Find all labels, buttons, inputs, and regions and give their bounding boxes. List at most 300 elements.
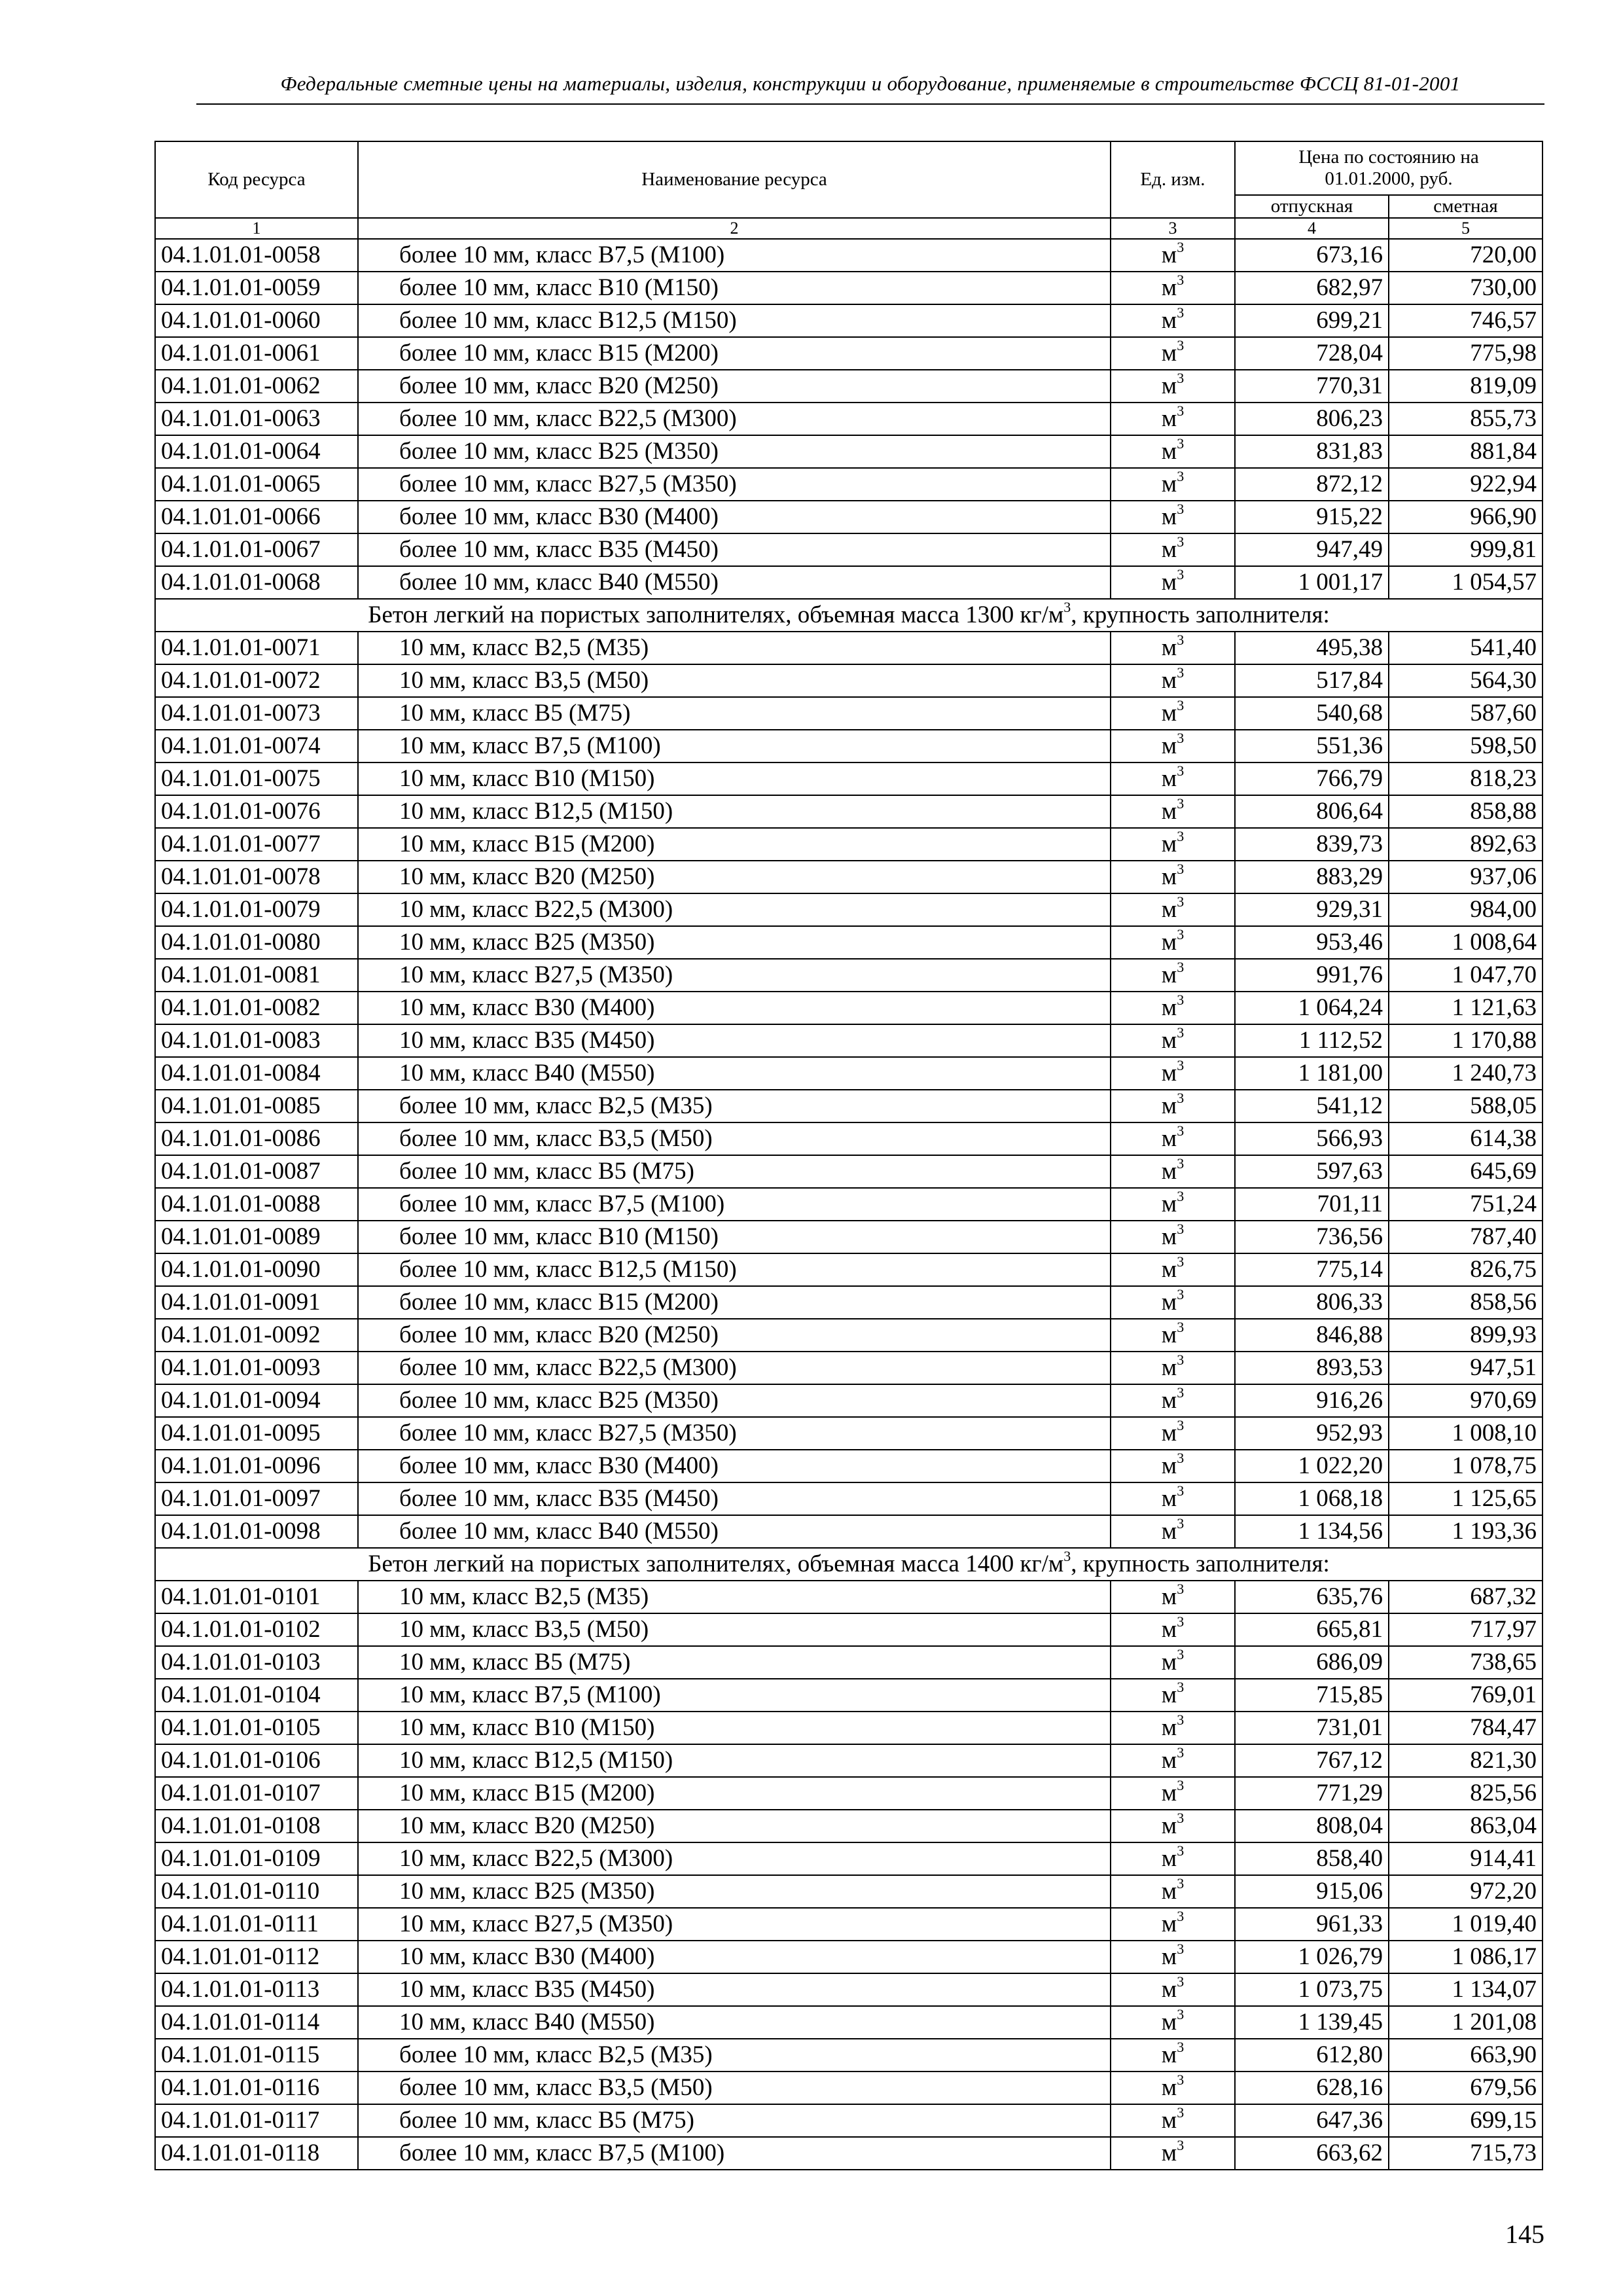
estimate-price: 821,30 bbox=[1389, 1744, 1543, 1777]
estimate-price: 881,84 bbox=[1389, 435, 1543, 468]
resource-code: 04.1.01.01-0112 bbox=[155, 1941, 358, 1973]
table-row bbox=[155, 992, 1543, 1024]
resource-name: более 10 мм, класс В7,5 (М100) bbox=[358, 2137, 1111, 2170]
table-row bbox=[155, 239, 1543, 272]
release-price: 541,12 bbox=[1235, 1090, 1389, 1122]
resource-code: 04.1.01.01-0072 bbox=[155, 664, 358, 697]
resource-code: 04.1.01.01-0075 bbox=[155, 762, 358, 795]
resource-code: 04.1.01.01-0108 bbox=[155, 1810, 358, 1842]
resource-code: 04.1.01.01-0064 bbox=[155, 435, 358, 468]
resource-name: 10 мм, класс В3,5 (М50) bbox=[358, 664, 1111, 697]
resource-name: 10 мм, класс В2,5 (М35) bbox=[358, 632, 1111, 664]
unit-of-measure: $м^3$ bbox=[1111, 1646, 1235, 1679]
unit-of-measure: $м^3$ bbox=[1111, 828, 1235, 861]
release-price: 929,31 bbox=[1235, 893, 1389, 926]
estimate-price: 972,20 bbox=[1389, 1875, 1543, 1908]
release-price: 1 073,75 bbox=[1235, 1973, 1389, 2006]
resource-code: 04.1.01.01-0082 bbox=[155, 992, 358, 1024]
col-number: 1 bbox=[155, 218, 358, 239]
estimate-price: 999,81 bbox=[1389, 533, 1543, 566]
estimate-price: 587,60 bbox=[1389, 697, 1543, 730]
table-row bbox=[155, 435, 1543, 468]
table-row bbox=[155, 1319, 1543, 1352]
release-price: 846,88 bbox=[1235, 1319, 1389, 1352]
resource-code: 04.1.01.01-0059 bbox=[155, 272, 358, 304]
table-row bbox=[155, 893, 1543, 926]
resource-code: 04.1.01.01-0107 bbox=[155, 1777, 358, 1810]
resource-name: 10 мм, класс В10 (М150) bbox=[358, 1712, 1111, 1744]
estimate-price: 738,65 bbox=[1389, 1646, 1543, 1679]
resource-code: 04.1.01.01-0111 bbox=[155, 1908, 358, 1941]
resource-name: более 10 мм, класс В35 (М450) bbox=[358, 1482, 1111, 1515]
estimate-price: 720,00 bbox=[1389, 239, 1543, 272]
table-row bbox=[155, 697, 1543, 730]
release-price: 1 026,79 bbox=[1235, 1941, 1389, 1973]
unit-of-measure: $м^3$ bbox=[1111, 435, 1235, 468]
table-row bbox=[155, 1122, 1543, 1155]
estimate-price: 1 047,70 bbox=[1389, 959, 1543, 992]
header-rule bbox=[196, 103, 1544, 105]
estimate-price: 825,56 bbox=[1389, 1777, 1543, 1810]
table-row bbox=[155, 795, 1543, 828]
resource-code: 04.1.01.01-0089 bbox=[155, 1221, 358, 1253]
release-price: 808,04 bbox=[1235, 1810, 1389, 1842]
unit-of-measure: $м^3$ bbox=[1111, 1941, 1235, 1973]
section-heading: Бетон легкий на пористых заполнителях, объемная масса 1400 $кг/м^3$, крупность заполнителя: bbox=[155, 1548, 1543, 1581]
unit-of-measure: $м^3$ bbox=[1111, 1875, 1235, 1908]
unit-of-measure: $м^3$ bbox=[1111, 926, 1235, 959]
estimate-price: 787,40 bbox=[1389, 1221, 1543, 1253]
unit-of-measure: $м^3$ bbox=[1111, 1515, 1235, 1548]
estimate-price: 746,57 bbox=[1389, 304, 1543, 337]
table-row bbox=[155, 959, 1543, 992]
table-row bbox=[155, 468, 1543, 501]
resource-code: 04.1.01.01-0081 bbox=[155, 959, 358, 992]
estimate-price: 1 078,75 bbox=[1389, 1450, 1543, 1482]
resource-name: более 10 мм, класс В15 (М200) bbox=[358, 337, 1111, 370]
resource-code: 04.1.01.01-0074 bbox=[155, 730, 358, 762]
table-row bbox=[155, 2039, 1543, 2072]
release-price: 806,64 bbox=[1235, 795, 1389, 828]
unit-of-measure: $м^3$ bbox=[1111, 1024, 1235, 1057]
resource-name: 10 мм, класс В2,5 (М35) bbox=[358, 1581, 1111, 1613]
table-row bbox=[155, 337, 1543, 370]
resource-name: 10 мм, класс В12,5 (М150) bbox=[358, 795, 1111, 828]
unit-of-measure: $м^3$ bbox=[1111, 632, 1235, 664]
table-row bbox=[155, 1941, 1543, 1973]
section-row-1400 bbox=[155, 1548, 1543, 1581]
table-row bbox=[155, 566, 1543, 599]
resource-code: 04.1.01.01-0083 bbox=[155, 1024, 358, 1057]
estimate-price: 679,56 bbox=[1389, 2072, 1543, 2104]
resource-code: 04.1.01.01-0110 bbox=[155, 1875, 358, 1908]
resource-name: 10 мм, класс В27,5 (М350) bbox=[358, 959, 1111, 992]
release-price: 767,12 bbox=[1235, 1744, 1389, 1777]
release-price: 872,12 bbox=[1235, 468, 1389, 501]
release-price: 1 022,20 bbox=[1235, 1450, 1389, 1482]
unit-of-measure: $м^3$ bbox=[1111, 1319, 1235, 1352]
resource-code: 04.1.01.01-0058 bbox=[155, 239, 358, 272]
resource-name: более 10 мм, класс В12,5 (М150) bbox=[358, 304, 1111, 337]
release-price: 736,56 bbox=[1235, 1221, 1389, 1253]
estimate-price: 937,06 bbox=[1389, 861, 1543, 893]
resource-name: 10 мм, класс В15 (М200) bbox=[358, 1777, 1111, 1810]
unit-of-measure: $м^3$ bbox=[1111, 566, 1235, 599]
table-row bbox=[155, 1777, 1543, 1810]
table-row bbox=[155, 272, 1543, 304]
resource-name: более 10 мм, класс В12,5 (М150) bbox=[358, 1253, 1111, 1286]
resource-name: 10 мм, класс В22,5 (М300) bbox=[358, 1842, 1111, 1875]
table-body bbox=[155, 239, 1543, 2170]
resource-code: 04.1.01.01-0118 bbox=[155, 2137, 358, 2170]
estimate-price: 717,97 bbox=[1389, 1613, 1543, 1646]
release-price: 597,63 bbox=[1235, 1155, 1389, 1188]
estimate-price: 751,24 bbox=[1389, 1188, 1543, 1221]
table-row bbox=[155, 762, 1543, 795]
resource-name: более 10 мм, класс В10 (М150) bbox=[358, 1221, 1111, 1253]
table-row bbox=[155, 1450, 1543, 1482]
resource-name: 10 мм, класс В7,5 (М100) bbox=[358, 1679, 1111, 1712]
unit-of-measure: $м^3$ bbox=[1111, 992, 1235, 1024]
release-price: 770,31 bbox=[1235, 370, 1389, 403]
table-row bbox=[155, 403, 1543, 435]
estimate-price: 818,23 bbox=[1389, 762, 1543, 795]
table-row bbox=[155, 1155, 1543, 1188]
table-row bbox=[155, 1973, 1543, 2006]
resource-name: 10 мм, класс В3,5 (М50) bbox=[358, 1613, 1111, 1646]
unit-of-measure: $м^3$ bbox=[1111, 2006, 1235, 2039]
resource-code: 04.1.01.01-0104 bbox=[155, 1679, 358, 1712]
unit-of-measure: $м^3$ bbox=[1111, 272, 1235, 304]
resource-name: более 10 мм, класс В2,5 (М35) bbox=[358, 2039, 1111, 2072]
table-row bbox=[155, 730, 1543, 762]
unit-of-measure: $м^3$ bbox=[1111, 337, 1235, 370]
estimate-price: 730,00 bbox=[1389, 272, 1543, 304]
resource-name: более 10 мм, класс В27,5 (М350) bbox=[358, 468, 1111, 501]
table-row bbox=[155, 1090, 1543, 1122]
table-row bbox=[155, 1221, 1543, 1253]
col-header-name: Наименование ресурса bbox=[358, 141, 1111, 218]
table-header bbox=[155, 141, 1543, 239]
table-row bbox=[155, 1613, 1543, 1646]
estimate-price: 984,00 bbox=[1389, 893, 1543, 926]
resource-code: 04.1.01.01-0115 bbox=[155, 2039, 358, 2072]
resource-name: более 10 мм, класс В40 (М550) bbox=[358, 1515, 1111, 1548]
resource-code: 04.1.01.01-0101 bbox=[155, 1581, 358, 1613]
unit-of-measure: $м^3$ bbox=[1111, 2039, 1235, 2072]
estimate-price: 1 008,64 bbox=[1389, 926, 1543, 959]
unit-of-measure: $м^3$ bbox=[1111, 370, 1235, 403]
resource-name: 10 мм, класс В12,5 (М150) bbox=[358, 1744, 1111, 1777]
release-price: 766,79 bbox=[1235, 762, 1389, 795]
resource-code: 04.1.01.01-0117 bbox=[155, 2104, 358, 2137]
resource-code: 04.1.01.01-0091 bbox=[155, 1286, 358, 1319]
table-row bbox=[155, 1253, 1543, 1286]
col-header-release: отпускная bbox=[1235, 195, 1389, 218]
release-price: 540,68 bbox=[1235, 697, 1389, 730]
estimate-price: 1 086,17 bbox=[1389, 1941, 1543, 1973]
estimate-price: 541,40 bbox=[1389, 632, 1543, 664]
unit-of-measure: $м^3$ bbox=[1111, 2072, 1235, 2104]
estimate-price: 1 125,65 bbox=[1389, 1482, 1543, 1515]
release-price: 883,29 bbox=[1235, 861, 1389, 893]
resource-code: 04.1.01.01-0060 bbox=[155, 304, 358, 337]
resource-code: 04.1.01.01-0062 bbox=[155, 370, 358, 403]
unit-of-measure: $м^3$ bbox=[1111, 533, 1235, 566]
estimate-price: 855,73 bbox=[1389, 403, 1543, 435]
unit-of-measure: $м^3$ bbox=[1111, 1286, 1235, 1319]
resource-code: 04.1.01.01-0092 bbox=[155, 1319, 358, 1352]
col-number: 4 bbox=[1235, 218, 1389, 239]
release-price: 775,14 bbox=[1235, 1253, 1389, 1286]
release-price: 1 134,56 bbox=[1235, 1515, 1389, 1548]
resource-name: более 10 мм, класс В7,5 (М100) bbox=[358, 1188, 1111, 1221]
unit-of-measure: $м^3$ bbox=[1111, 239, 1235, 272]
estimate-price: 715,73 bbox=[1389, 2137, 1543, 2170]
release-price: 961,33 bbox=[1235, 1908, 1389, 1941]
release-price: 635,76 bbox=[1235, 1581, 1389, 1613]
resource-code: 04.1.01.01-0079 bbox=[155, 893, 358, 926]
unit-of-measure: $м^3$ bbox=[1111, 1417, 1235, 1450]
resource-code: 04.1.01.01-0105 bbox=[155, 1712, 358, 1744]
resource-name: более 10 мм, класс В3,5 (М50) bbox=[358, 2072, 1111, 2104]
resource-name: 10 мм, класс В35 (М450) bbox=[358, 1973, 1111, 2006]
resource-name: более 10 мм, класс В25 (М350) bbox=[358, 435, 1111, 468]
release-price: 673,16 bbox=[1235, 239, 1389, 272]
unit-of-measure: $м^3$ bbox=[1111, 1810, 1235, 1842]
unit-of-measure: $м^3$ bbox=[1111, 468, 1235, 501]
resource-code: 04.1.01.01-0076 bbox=[155, 795, 358, 828]
resource-code: 04.1.01.01-0095 bbox=[155, 1417, 358, 1450]
resource-name: более 10 мм, класс В5 (М75) bbox=[358, 2104, 1111, 2137]
resource-code: 04.1.01.01-0066 bbox=[155, 501, 358, 533]
resource-code: 04.1.01.01-0109 bbox=[155, 1842, 358, 1875]
table-row bbox=[155, 1384, 1543, 1417]
col-header-unit: Ед. изм. bbox=[1111, 141, 1235, 218]
estimate-price: 899,93 bbox=[1389, 1319, 1543, 1352]
table-row bbox=[155, 861, 1543, 893]
unit-of-measure: $м^3$ bbox=[1111, 1090, 1235, 1122]
estimate-price: 1 170,88 bbox=[1389, 1024, 1543, 1057]
unit-of-measure: $м^3$ bbox=[1111, 1188, 1235, 1221]
estimate-price: 769,01 bbox=[1389, 1679, 1543, 1712]
release-price: 952,93 bbox=[1235, 1417, 1389, 1450]
unit-of-measure: $м^3$ bbox=[1111, 304, 1235, 337]
table-row bbox=[155, 926, 1543, 959]
table-row bbox=[155, 2006, 1543, 2039]
release-price: 517,84 bbox=[1235, 664, 1389, 697]
table-row bbox=[155, 1188, 1543, 1221]
estimate-price: 1 054,57 bbox=[1389, 566, 1543, 599]
estimate-price: 1 019,40 bbox=[1389, 1908, 1543, 1941]
resource-name: более 10 мм, класс В27,5 (М350) bbox=[358, 1417, 1111, 1450]
release-price: 1 181,00 bbox=[1235, 1057, 1389, 1090]
table-row bbox=[155, 1712, 1543, 1744]
release-price: 1 064,24 bbox=[1235, 992, 1389, 1024]
resource-name: 10 мм, класс В40 (М550) bbox=[358, 1057, 1111, 1090]
section-row-1300 bbox=[155, 599, 1543, 632]
table-row bbox=[155, 828, 1543, 861]
section-heading: Бетон легкий на пористых заполнителях, объемная масса 1300 $кг/м^3$, крупность заполнителя: bbox=[155, 599, 1543, 632]
unit-of-measure: $м^3$ bbox=[1111, 1057, 1235, 1090]
price-table bbox=[154, 141, 1543, 2170]
unit-of-measure: $м^3$ bbox=[1111, 1744, 1235, 1777]
release-price: 893,53 bbox=[1235, 1352, 1389, 1384]
release-price: 612,80 bbox=[1235, 2039, 1389, 2072]
table-row bbox=[155, 1842, 1543, 1875]
release-price: 1 139,45 bbox=[1235, 2006, 1389, 2039]
unit-of-measure: $м^3$ bbox=[1111, 1221, 1235, 1253]
estimate-price: 863,04 bbox=[1389, 1810, 1543, 1842]
resource-name: 10 мм, класс В25 (М350) bbox=[358, 1875, 1111, 1908]
resource-code: 04.1.01.01-0065 bbox=[155, 468, 358, 501]
table-row bbox=[155, 1024, 1543, 1057]
release-price: 566,93 bbox=[1235, 1122, 1389, 1155]
unit-of-measure: $м^3$ bbox=[1111, 664, 1235, 697]
resource-name: 10 мм, класс В5 (М75) bbox=[358, 1646, 1111, 1679]
unit-of-measure: $м^3$ bbox=[1111, 697, 1235, 730]
unit-of-measure: $м^3$ bbox=[1111, 1581, 1235, 1613]
unit-of-measure: $м^3$ bbox=[1111, 893, 1235, 926]
table-row bbox=[155, 1581, 1543, 1613]
table-row bbox=[155, 664, 1543, 697]
estimate-price: 858,88 bbox=[1389, 795, 1543, 828]
resource-name: более 10 мм, класс В22,5 (М300) bbox=[358, 1352, 1111, 1384]
release-price: 728,04 bbox=[1235, 337, 1389, 370]
unit-of-measure: $м^3$ bbox=[1111, 1450, 1235, 1482]
estimate-price: 970,69 bbox=[1389, 1384, 1543, 1417]
page-number: 145 bbox=[1505, 2219, 1544, 2249]
table-row bbox=[155, 1875, 1543, 1908]
resource-name: более 10 мм, класс В5 (М75) bbox=[358, 1155, 1111, 1188]
table-row bbox=[155, 1057, 1543, 1090]
unit-of-measure: $м^3$ bbox=[1111, 1712, 1235, 1744]
release-price: 806,33 bbox=[1235, 1286, 1389, 1319]
release-price: 686,09 bbox=[1235, 1646, 1389, 1679]
table-row bbox=[155, 1286, 1543, 1319]
resource-name: 10 мм, класс В22,5 (М300) bbox=[358, 893, 1111, 926]
estimate-price: 564,30 bbox=[1389, 664, 1543, 697]
unit-of-measure: $м^3$ bbox=[1111, 1777, 1235, 1810]
unit-of-measure: $м^3$ bbox=[1111, 861, 1235, 893]
release-price: 1 068,18 bbox=[1235, 1482, 1389, 1515]
resource-name: 10 мм, класс В30 (М400) bbox=[358, 992, 1111, 1024]
release-price: 1 112,52 bbox=[1235, 1024, 1389, 1057]
unit-of-measure: $м^3$ bbox=[1111, 1842, 1235, 1875]
release-price: 715,85 bbox=[1235, 1679, 1389, 1712]
resource-code: 04.1.01.01-0088 bbox=[155, 1188, 358, 1221]
resource-name: 10 мм, класс В20 (М250) bbox=[358, 861, 1111, 893]
resource-code: 04.1.01.01-0090 bbox=[155, 1253, 358, 1286]
unit-of-measure: $м^3$ bbox=[1111, 403, 1235, 435]
unit-of-measure: $м^3$ bbox=[1111, 1908, 1235, 1941]
estimate-price: 663,90 bbox=[1389, 2039, 1543, 2072]
estimate-price: 1 240,73 bbox=[1389, 1057, 1543, 1090]
resource-code: 04.1.01.01-0102 bbox=[155, 1613, 358, 1646]
resource-name: более 10 мм, класс В7,5 (М100) bbox=[358, 239, 1111, 272]
release-price: 628,16 bbox=[1235, 2072, 1389, 2104]
page-header-title: Федеральные сметные цены на материалы, изделия, конструкции и оборудование, применяемые в строительстве ФССЦ 81-01-2001 bbox=[280, 72, 1461, 95]
resource-code: 04.1.01.01-0068 bbox=[155, 566, 358, 599]
table-row bbox=[155, 1908, 1543, 1941]
resource-code: 04.1.01.01-0114 bbox=[155, 2006, 358, 2039]
release-price: 915,22 bbox=[1235, 501, 1389, 533]
resource-code: 04.1.01.01-0067 bbox=[155, 533, 358, 566]
col-number: 2 bbox=[358, 218, 1111, 239]
release-price: 916,26 bbox=[1235, 1384, 1389, 1417]
estimate-price: 1 121,63 bbox=[1389, 992, 1543, 1024]
estimate-price: 699,15 bbox=[1389, 2104, 1543, 2137]
release-price: 991,76 bbox=[1235, 959, 1389, 992]
resource-name: более 10 мм, класс В30 (М400) bbox=[358, 501, 1111, 533]
resource-name: 10 мм, класс В5 (М75) bbox=[358, 697, 1111, 730]
resource-name: более 10 мм, класс В22,5 (М300) bbox=[358, 403, 1111, 435]
unit-of-measure: $м^3$ bbox=[1111, 959, 1235, 992]
resource-code: 04.1.01.01-0097 bbox=[155, 1482, 358, 1515]
resource-name: 10 мм, класс В30 (М400) bbox=[358, 1941, 1111, 1973]
unit-of-measure: $м^3$ bbox=[1111, 2137, 1235, 2170]
resource-name: 10 мм, класс В15 (М200) bbox=[358, 828, 1111, 861]
table-row bbox=[155, 501, 1543, 533]
estimate-price: 687,32 bbox=[1389, 1581, 1543, 1613]
resource-name: 10 мм, класс В27,5 (М350) bbox=[358, 1908, 1111, 1941]
estimate-price: 826,75 bbox=[1389, 1253, 1543, 1286]
col-number: 5 bbox=[1389, 218, 1543, 239]
resource-name: 10 мм, класс В35 (М450) bbox=[358, 1024, 1111, 1057]
resource-code: 04.1.01.01-0087 bbox=[155, 1155, 358, 1188]
estimate-price: 598,50 bbox=[1389, 730, 1543, 762]
resource-name: более 10 мм, класс В25 (М350) bbox=[358, 1384, 1111, 1417]
release-price: 731,01 bbox=[1235, 1712, 1389, 1744]
resource-name: более 10 мм, класс В2,5 (М35) bbox=[358, 1090, 1111, 1122]
table-row bbox=[155, 1482, 1543, 1515]
estimate-price: 922,94 bbox=[1389, 468, 1543, 501]
unit-of-measure: $м^3$ bbox=[1111, 1384, 1235, 1417]
estimate-price: 947,51 bbox=[1389, 1352, 1543, 1384]
table-row bbox=[155, 1744, 1543, 1777]
estimate-price: 784,47 bbox=[1389, 1712, 1543, 1744]
unit-of-measure: $м^3$ bbox=[1111, 1679, 1235, 1712]
unit-of-measure: $м^3$ bbox=[1111, 1352, 1235, 1384]
unit-of-measure: $м^3$ bbox=[1111, 2104, 1235, 2137]
unit-of-measure: $м^3$ bbox=[1111, 730, 1235, 762]
resource-code: 04.1.01.01-0113 bbox=[155, 1973, 358, 2006]
release-price: 647,36 bbox=[1235, 2104, 1389, 2137]
estimate-price: 858,56 bbox=[1389, 1286, 1543, 1319]
table-row bbox=[155, 370, 1543, 403]
resource-code: 04.1.01.01-0093 bbox=[155, 1352, 358, 1384]
resource-code: 04.1.01.01-0063 bbox=[155, 403, 358, 435]
release-price: 663,62 bbox=[1235, 2137, 1389, 2170]
estimate-price: 614,38 bbox=[1389, 1122, 1543, 1155]
release-price: 947,49 bbox=[1235, 533, 1389, 566]
resource-code: 04.1.01.01-0094 bbox=[155, 1384, 358, 1417]
resource-code: 04.1.01.01-0116 bbox=[155, 2072, 358, 2104]
estimate-price: 892,63 bbox=[1389, 828, 1543, 861]
release-price: 551,36 bbox=[1235, 730, 1389, 762]
release-price: 665,81 bbox=[1235, 1613, 1389, 1646]
table-row bbox=[155, 1352, 1543, 1384]
estimate-price: 914,41 bbox=[1389, 1842, 1543, 1875]
resource-code: 04.1.01.01-0106 bbox=[155, 1744, 358, 1777]
col-header-estimate: сметная bbox=[1389, 195, 1543, 218]
col-number: 3 bbox=[1111, 218, 1235, 239]
estimate-price: 1 134,07 bbox=[1389, 1973, 1543, 2006]
resource-name: более 10 мм, класс В30 (М400) bbox=[358, 1450, 1111, 1482]
estimate-price: 645,69 bbox=[1389, 1155, 1543, 1188]
resource-name: более 10 мм, класс В20 (М250) bbox=[358, 370, 1111, 403]
release-price: 701,11 bbox=[1235, 1188, 1389, 1221]
